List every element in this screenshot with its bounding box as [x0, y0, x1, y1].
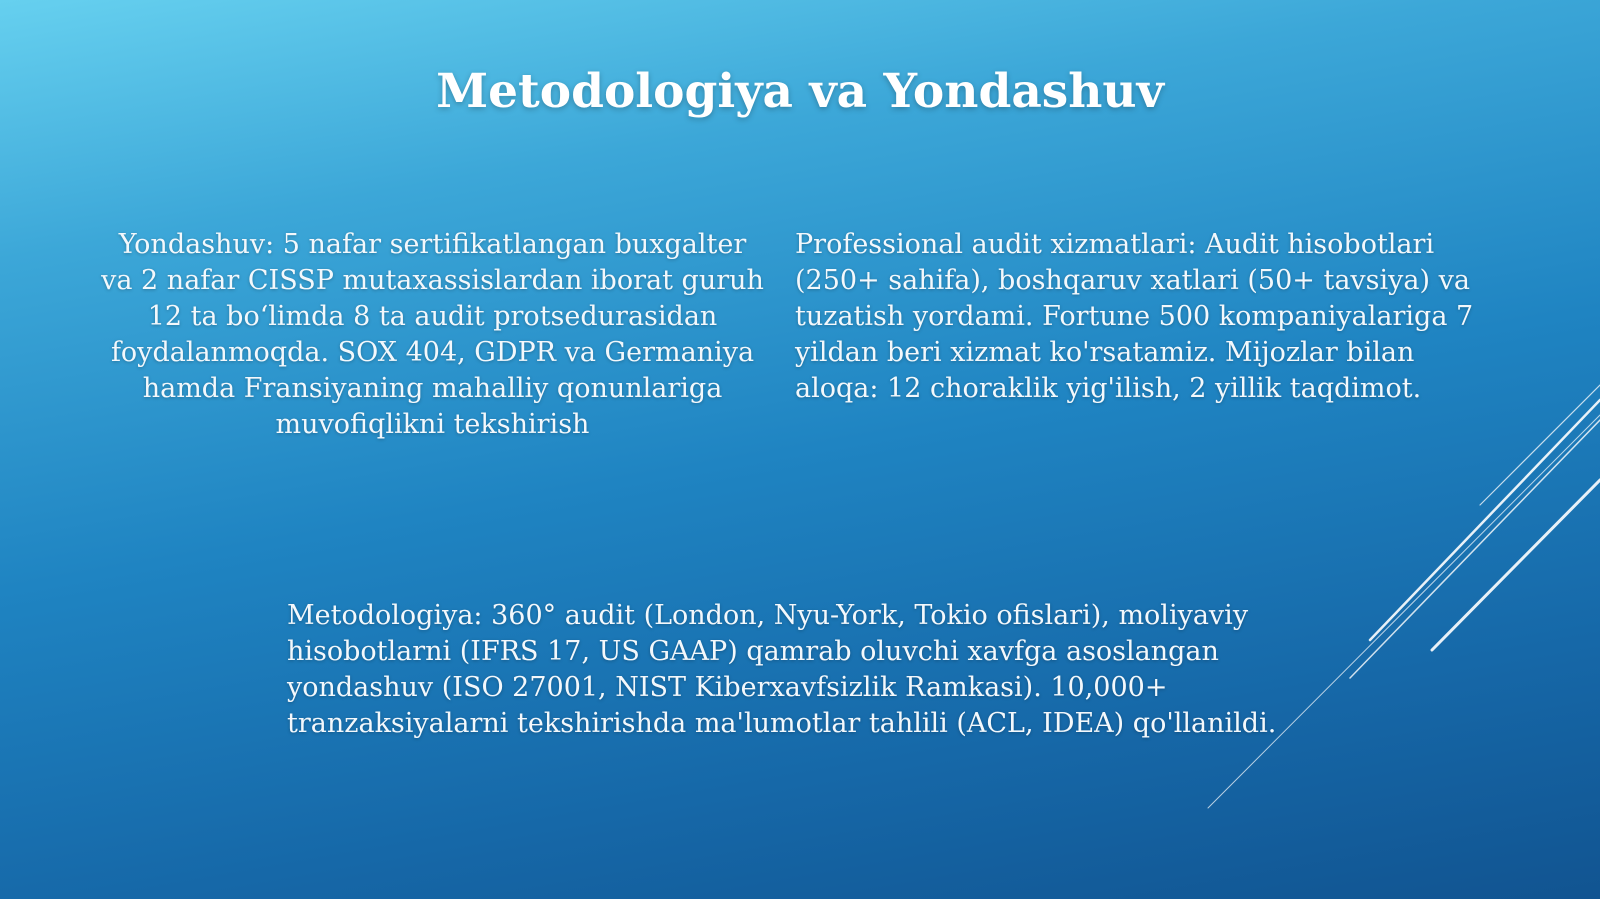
methodology-text-block: Metodologiya: 360° audit (London, Nyu-York, Tokio ofislari), moliyaviy hisobotlarni (IFRS 17, US GAAP) qamrab oluvchi xavfga asoslangan yondashuv (ISO 27001, NIST Kiberxavfsizlik Ramkasi). 10,000+ tranzaksiyalarni tekshirishda ma'lumotlar tahlili (ACL, IDEA) qo'llanildi.	[287, 600, 1277, 739]
approach-text-block: Yondashuv: 5 nafar sertifikatlangan buxgalter va 2 nafar CISSP mutaxassislardan iborat guruh 12 ta bo‘limda 8 ta audit protsedurasidan foydalanmoqda. SOX 404, GDPR va Germaniya hamda Fransiyaning mahalliy qonunlariga muvofiqlikni tekshirish	[101, 229, 764, 440]
diagonal-line-1	[1480, 385, 1600, 505]
slide-title: Metodologiya va Yondashuv	[436, 64, 1164, 119]
diagonal-line-2	[1370, 400, 1600, 640]
diagonal-line-4	[1432, 480, 1600, 650]
services-text-block: Professional audit xizmatlari: Audit hisobotlari (250+ sahifa), boshqaruv xatlari (50+ tavsiya) va tuzatish yordami. Fortune 500 kompaniyalariga 7 yildan beri xizmat ko'rsatamiz. Mijozlar bilan aloqa: 12 choraklik yig'ilish, 2 yillik taqdimot.	[795, 229, 1474, 404]
diagonal-line-3	[1350, 420, 1600, 678]
